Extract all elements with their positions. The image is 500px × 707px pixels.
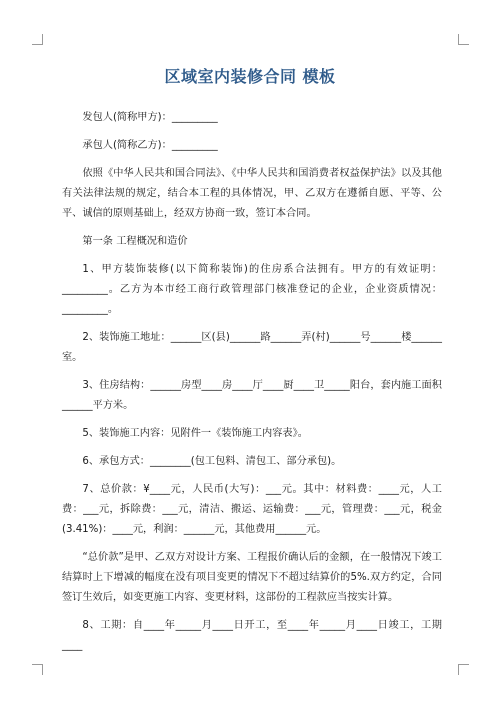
crop-mark-top-left (32, 34, 43, 45)
party-a-line: 发包人(简称甲方)：_________ (82, 112, 218, 123)
crop-mark-bottom-left (32, 664, 43, 675)
clause-6: 6、承包方式：________(包工包料、清包工、部分承包)。 (82, 456, 342, 467)
clause-8: 8、工期：自____年_____月____日开工，至____年_____月____日竣工，工期____ (62, 620, 442, 651)
clause-5: 5、装饰施工内容：见附件一《装饰施工内容表》。 (82, 428, 308, 439)
article-one-heading: 第一条 工程概况和造价 (82, 236, 188, 247)
party-b-line: 承包人(简称乙方)：_________ (82, 140, 218, 151)
document-title: 区域室内装修合同 模板 (164, 67, 336, 86)
crop-mark-top-right (458, 34, 469, 45)
clause-1: 1、甲方装饰装修(以下简称装饰)的住房系合法拥有。甲方的有效证明：_________。乙方为本市经工商行政管理部门核准登记的企业，企业资质情况：_________。 (62, 264, 442, 315)
crop-mark-bottom-right (458, 664, 469, 675)
document-body (62, 108, 442, 656)
clause-2: 2、装饰施工地址：______区(县)______路______弄(村)______号______楼______室。 (62, 332, 442, 363)
total-price-note: “总价款”是甲、乙双方对设计方案、工程报价确认后的金额，在一般情况下竣工结算时上下增减的幅度在没有项目变更的情况下不超过结算价的5%.双方约定，合同签订生效后，如变更施工内容、变更材料，这部份的工程款应当按实计算。 (62, 552, 442, 603)
clause-3: 3、住房结构：______房型____房____厅____厨____卫_____阳台，套内施工面积______平方米。 (62, 380, 442, 411)
clause-7: 7、总价款：¥____元，人民币(大写)：___元。其中：材料费：____元，人工费：___元，拆除费：___元，清洁、搬运、运输费：___元，管理费：___元，税金(3.41%)：____元，利润：______元，其他费用______元。 (62, 484, 442, 535)
preamble-paragraph: 依照《中华人民共和国合同法》、《中华人民共和国消费者权益保护法》以及其他有关法律法规的规定，结合本工程的具体情况，甲、乙双方在遵循自愿、平等、公平、诚信的原则基础上，经双方协商一致，签订本合同。 (62, 168, 442, 219)
